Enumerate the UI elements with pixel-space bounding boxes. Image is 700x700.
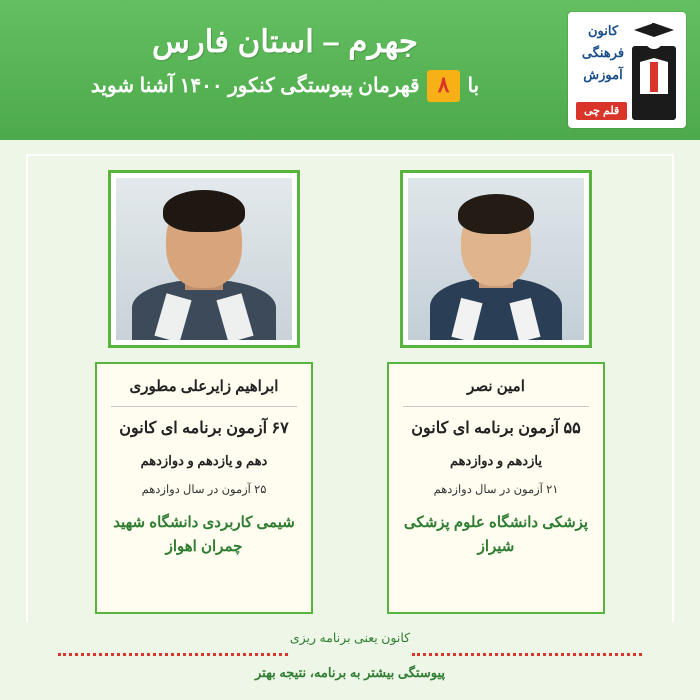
- logo-line-3: آموزش: [583, 67, 623, 82]
- student-grades: یازدهم و دوازدهم: [450, 453, 542, 468]
- student-major: شیمی کاربردی دانشگاه شهید چمران اهواز: [113, 514, 295, 555]
- student-name: امین نصر: [403, 376, 589, 407]
- content-frame: [26, 154, 674, 632]
- poster-footer: [0, 622, 700, 700]
- student-info: [387, 362, 605, 614]
- logo-line-1: کانون: [587, 23, 619, 38]
- page-title: جهرم – استان فارس: [151, 24, 419, 59]
- footer-divider: [40, 650, 660, 660]
- student-photo-frame: [400, 170, 592, 348]
- students-row: [44, 170, 656, 614]
- student-exam-count: ۵۵ آزمون برنامه ای کانون: [411, 420, 581, 437]
- footer-slogan-secondary: پیوستگی بیشتر به برنامه، نتیجه بهتر: [255, 665, 445, 680]
- student-major: پزشکی دانشگاه علوم پزشکی شیراز: [403, 514, 589, 555]
- logo-line-2: فرهنگی: [581, 45, 625, 60]
- student-year-detail: ۲۵ آزمون در سال دوازدهم: [141, 484, 267, 496]
- student-info: [95, 362, 313, 614]
- footer-dots-right: [412, 653, 642, 659]
- footer-dots-left: [58, 653, 288, 659]
- student-photo: [408, 178, 584, 340]
- student-card: [89, 170, 319, 614]
- student-photo-frame: [108, 170, 300, 348]
- student-name: ابراهیم زایرعلی مطوری: [111, 376, 297, 407]
- student-year-detail: ۲۱ آزمون در سال دوازدهم: [433, 484, 559, 496]
- logo-pen-badge: قلم چی: [576, 102, 627, 120]
- kanoon-logo-words: [572, 20, 634, 86]
- student-exam-count: ۶۷ آزمون برنامه ای کانون: [119, 420, 289, 437]
- student-photo: [116, 178, 292, 340]
- header-text-block: [16, 22, 554, 102]
- poster-header: [0, 0, 700, 140]
- header-subtitle: [16, 70, 554, 102]
- poster-body: [0, 140, 700, 700]
- graduate-figure-icon: [628, 18, 680, 122]
- kanoon-logo: [568, 12, 686, 128]
- subtitle-prefix: با: [467, 75, 480, 97]
- subtitle-suffix: قهرمان پیوستگی کنکور ۱۴۰۰ آشنا شوید: [90, 75, 420, 97]
- champion-count-badge: ۸: [427, 70, 461, 102]
- footer-slogan-primary: کانون یعنی برنامه ریزی: [289, 631, 411, 645]
- student-grades: دهم و یازدهم و دوازدهم: [140, 453, 268, 468]
- student-card: [381, 170, 611, 614]
